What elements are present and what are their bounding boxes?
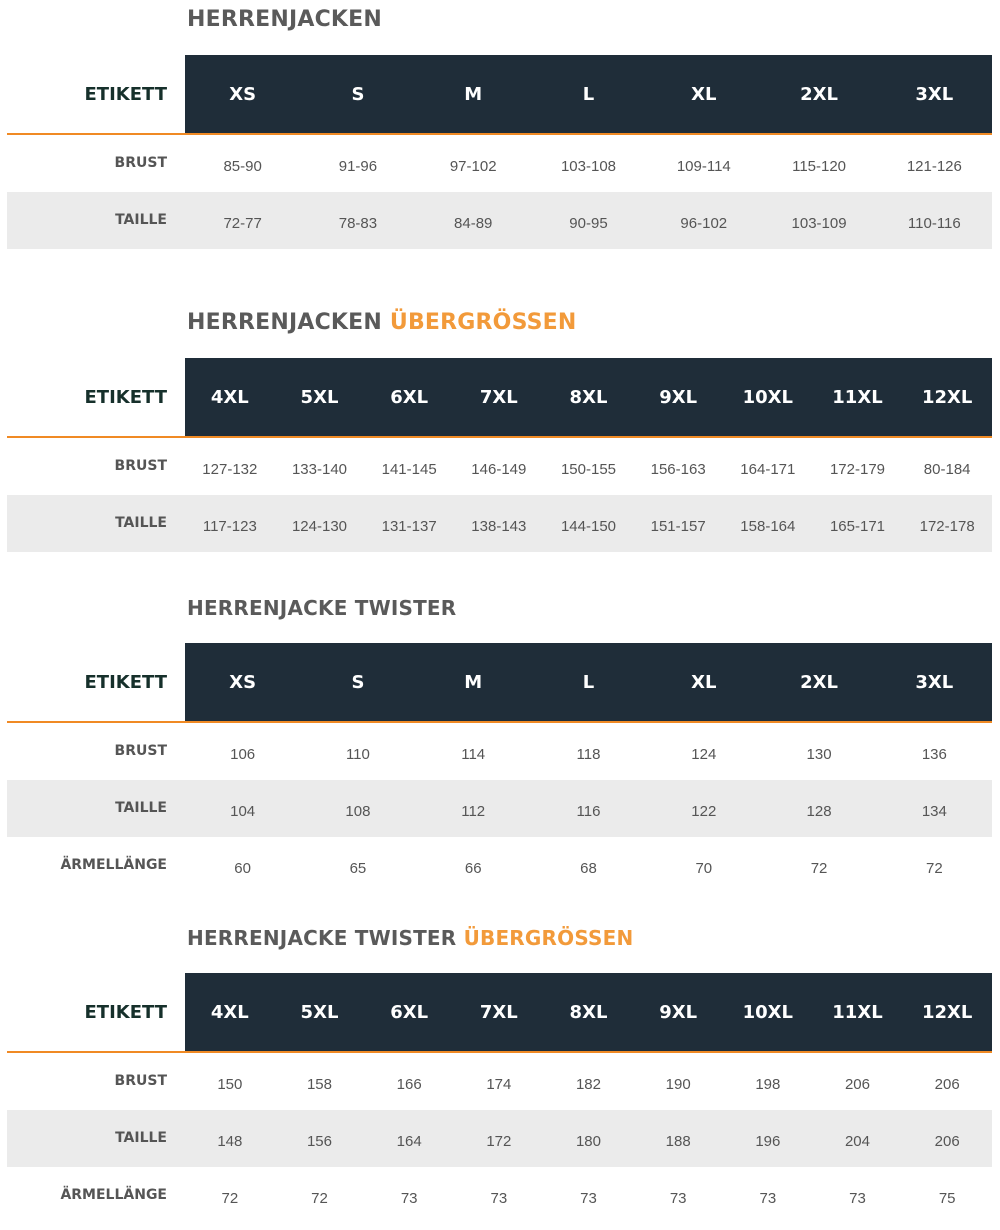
table-cell: 174: [486, 1076, 512, 1093]
table-title-main: HERRENJACKEN: [187, 310, 383, 335]
size-column-header: 12XL: [921, 1001, 973, 1023]
size-column-header: XS: [229, 83, 257, 105]
size-column-header: 7XL: [479, 1001, 518, 1023]
row-label: BRUST: [114, 743, 167, 759]
table-header-row: [0, 643, 1000, 723]
size-column-header: 4XL: [210, 386, 249, 408]
size-column-header: 3XL: [915, 671, 954, 693]
table-cell: 180: [575, 1133, 601, 1150]
table-cell: 172: [486, 1133, 512, 1150]
table-cell: 104: [230, 803, 256, 820]
size-column-header: M: [464, 671, 483, 693]
table-header-row: [0, 358, 1000, 438]
size-column-header: XL: [691, 83, 717, 105]
table-cell: 84-89: [454, 215, 493, 232]
table-cell: 204: [844, 1133, 870, 1150]
table-cell: 73: [580, 1190, 597, 1207]
size-column-header: 5XL: [300, 386, 339, 408]
table-cell: 103-108: [560, 158, 617, 175]
table-cell: 115-120: [792, 158, 847, 175]
size-column-header: 8XL: [569, 1001, 608, 1023]
row-label: TAILLE: [115, 515, 167, 531]
table-cell: 127-132: [202, 461, 258, 478]
row-label: BRUST: [114, 1073, 167, 1089]
table-row: [7, 780, 992, 837]
table-cell: 133-140: [291, 461, 348, 478]
table-cell: 144-150: [560, 518, 617, 535]
size-column-header: 5XL: [300, 1001, 339, 1023]
table-cell: 151-157: [650, 518, 706, 535]
table-row: [7, 135, 992, 192]
table-cell: 148: [217, 1133, 243, 1150]
row-label: ÄRMELLÄNGE: [60, 857, 167, 873]
table-cell: 206: [934, 1076, 960, 1093]
table-cell: 66: [464, 860, 482, 877]
table-cell: 158: [306, 1076, 332, 1093]
table-header-row: [0, 55, 1000, 135]
size-column-header: L: [582, 83, 595, 105]
row-label: TAILLE: [115, 1130, 167, 1146]
size-column-header: 6XL: [390, 1001, 429, 1023]
size-column-header: 8XL: [569, 386, 608, 408]
size-column-header: 11XL: [832, 386, 883, 408]
table-cell: 73: [669, 1190, 687, 1207]
row-label: BRUST: [114, 155, 167, 171]
table-cell: 72-77: [223, 215, 262, 232]
table-title: [187, 588, 456, 628]
table-row: [7, 837, 992, 894]
table-cell: 116: [576, 803, 601, 820]
table-cell: 138-143: [471, 518, 527, 535]
size-table-section: [0, 0, 1000, 249]
size-column-header: 3XL: [915, 83, 954, 105]
header-label: ETIKETT: [84, 386, 167, 408]
table-cell: 128: [806, 803, 832, 820]
table-cell: 73: [849, 1190, 866, 1207]
table-cell: 73: [400, 1190, 418, 1207]
table-cell: 165-171: [829, 518, 886, 535]
table-cell: 72: [810, 860, 828, 877]
row-label: BRUST: [114, 458, 167, 474]
table-cell: 103-109: [791, 215, 847, 232]
table-cell: 91-96: [338, 158, 378, 175]
table-cell: 85-90: [223, 158, 262, 175]
table-cell: 73: [490, 1190, 508, 1207]
table-row: [7, 1167, 992, 1224]
size-column-header: 9XL: [659, 1001, 698, 1023]
size-column-header: 10XL: [742, 1001, 794, 1023]
table-cell: 164-171: [740, 461, 796, 478]
table-cell: 96-102: [680, 215, 728, 232]
table-cell: 110: [345, 746, 370, 763]
table-cell: 78-83: [338, 215, 378, 232]
table-cell: 124: [691, 746, 717, 763]
table-title-highlight: ÜBERGRÖSSEN: [389, 310, 577, 335]
table-cell: 172-179: [829, 461, 886, 478]
table-cell: 90-95: [569, 215, 608, 232]
table-cell: 146-149: [471, 461, 527, 478]
table-cell: 198: [755, 1076, 781, 1093]
table-cell: 109-114: [676, 158, 731, 175]
row-label: TAILLE: [115, 800, 167, 816]
table-cell: 150: [217, 1076, 243, 1093]
table-cell: 196: [755, 1133, 781, 1150]
table-cell: 158-164: [740, 518, 796, 535]
table-cell: 72: [926, 860, 943, 877]
table-cell: 73: [759, 1190, 777, 1207]
table-cell: 164: [396, 1133, 422, 1150]
size-column-header: XS: [229, 671, 257, 693]
table-cell: 156-163: [650, 461, 706, 478]
table-cell: 136: [921, 746, 947, 763]
table-cell: 80-184: [923, 461, 971, 478]
header-label: ETIKETT: [84, 671, 167, 693]
table-cell: 188: [665, 1133, 691, 1150]
size-column-header: S: [351, 671, 365, 693]
table-cell: 150-155: [560, 461, 617, 478]
table-cell: 122: [691, 803, 717, 820]
row-label: TAILLE: [115, 212, 167, 228]
size-column-header: 10XL: [742, 386, 794, 408]
table-cell: 60: [234, 860, 251, 877]
table-title: [187, 0, 382, 40]
size-column-header: S: [351, 83, 365, 105]
table-cell: 131-137: [381, 518, 437, 535]
size-column-header: 6XL: [390, 386, 429, 408]
table-cell: 130: [806, 746, 832, 763]
size-column-header: 9XL: [659, 386, 698, 408]
size-column-header: 4XL: [210, 1001, 249, 1023]
size-column-header: M: [464, 83, 483, 105]
table-cell: 68: [580, 860, 597, 877]
table-title: [187, 918, 633, 958]
table-row: [7, 1053, 992, 1110]
table-cell: 121-126: [906, 158, 962, 175]
size-table-section: [0, 588, 1000, 894]
size-column-header: 12XL: [921, 386, 973, 408]
table-row: [7, 723, 992, 780]
row-label: ÄRMELLÄNGE: [60, 1187, 167, 1203]
size-column-header: 7XL: [479, 386, 518, 408]
table-row: [7, 1110, 992, 1167]
table-cell: 156: [306, 1133, 332, 1150]
table-row: [7, 438, 992, 495]
size-table-section: [0, 303, 1000, 552]
size-column-header: 2XL: [800, 671, 838, 693]
table-cell: 75: [938, 1190, 956, 1207]
table-cell: 118: [576, 746, 601, 763]
table-cell: 97-102: [449, 158, 497, 175]
table-title-main: HERRENJACKE TWISTER: [187, 596, 457, 620]
table-cell: 206: [844, 1076, 870, 1093]
size-table-section: [0, 918, 1000, 1224]
table-cell: 172-178: [919, 518, 975, 535]
table-title: [187, 303, 577, 343]
size-column-header: 11XL: [832, 1001, 883, 1023]
table-cell: 182: [575, 1076, 601, 1093]
table-title-highlight: ÜBERGRÖSSEN: [463, 926, 634, 950]
table-title-main: HERRENJACKEN: [187, 7, 383, 32]
header-label: ETIKETT: [84, 1001, 167, 1023]
table-cell: 65: [349, 860, 367, 877]
table-cell: 108: [345, 803, 371, 820]
table-cell: 106: [230, 746, 256, 763]
table-cell: 141-145: [381, 461, 437, 478]
table-row: [7, 192, 992, 249]
table-header-row: [0, 973, 1000, 1053]
table-cell: 110-116: [907, 215, 961, 232]
table-cell: 190: [665, 1076, 691, 1093]
table-cell: 134: [921, 803, 947, 820]
table-cell: 206: [934, 1133, 960, 1150]
table-cell: 124-130: [291, 518, 348, 535]
table-cell: 72: [311, 1190, 328, 1207]
table-cell: 112: [461, 803, 486, 820]
header-label: ETIKETT: [84, 83, 167, 105]
table-title-main: HERRENJACKE TWISTER: [187, 926, 457, 950]
size-column-header: L: [582, 671, 595, 693]
size-column-header: XL: [691, 671, 717, 693]
table-row: [7, 495, 992, 552]
table-cell: 117-123: [202, 518, 257, 535]
table-cell: 72: [221, 1190, 239, 1207]
table-cell: 114: [461, 746, 486, 763]
table-cell: 166: [396, 1076, 422, 1093]
size-column-header: 2XL: [800, 83, 838, 105]
table-cell: 70: [695, 860, 713, 877]
